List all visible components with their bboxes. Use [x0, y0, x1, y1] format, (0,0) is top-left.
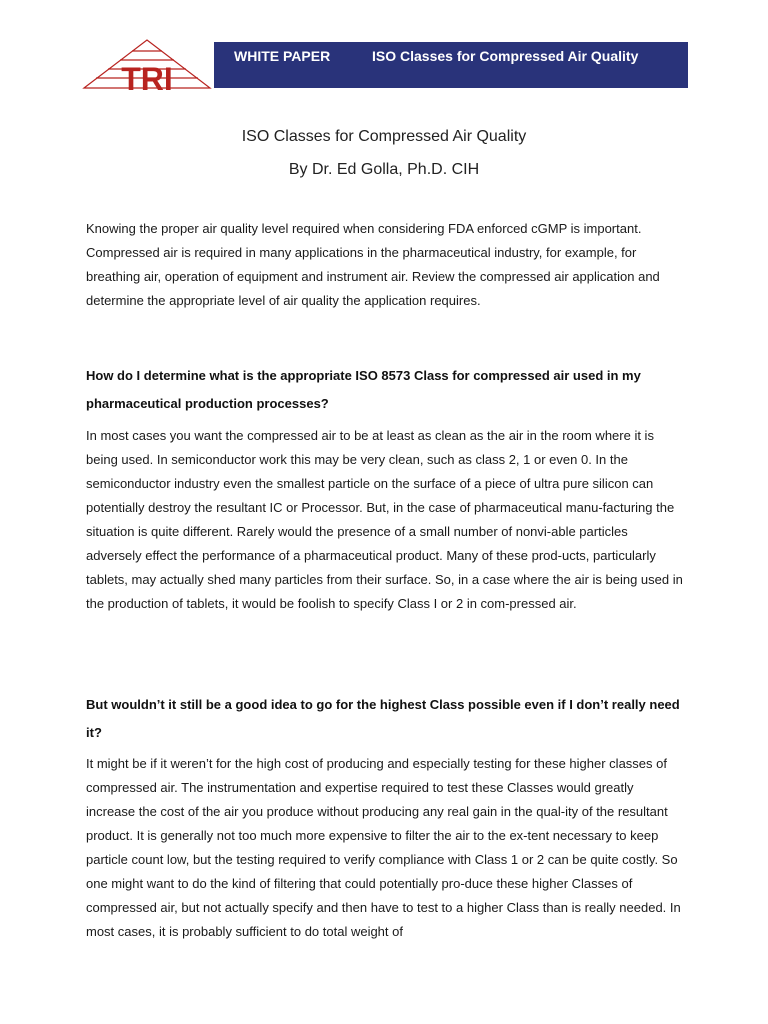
- answer-paragraph-2: It might be if it weren’t for the high cost of producing and especially testing for these higher classes of compressed air. The instrumentation and expertise required to test these Classes would greatly increase the cost of the air you produce without producing any real gain in the qual-ity of the resultant product. It is generally not too much more expensive to filter the air to the ex-tent necessary to keep particle count low, but the testing required to verify compliance with Class 1 or 2 can be quite costly. So one might want to do the kind of filtering that could potentially pro-duce these higher Classes of compressed air, but not actually specify and then have to test to a higher Class than is really needed. In most cases, it is probably sufficient to do total weight of: [86, 756, 681, 939]
- document-header: [82, 38, 688, 92]
- intro-paragraph: Knowing the proper air quality level required when considering FDA enforced cGMP is important. Compressed air is required in many applications in the pharmaceutical industry, for example, for breathing air, operation of equipment and instrument air. Review the compressed air application and determine the appropriate level of air quality the application requires.: [86, 221, 660, 308]
- tri-logo: [82, 38, 212, 92]
- tri-logo-icon: [82, 38, 212, 92]
- white-paper-label: WHITE PAPER: [234, 48, 331, 64]
- logo-wordmark: TRI: [121, 61, 173, 92]
- answer-paragraph-1: In most cases you want the compressed air to be at least as clean as the air in the room where it is being used. In semiconductor work this may be very clean, such as class 2, 1 or even 0. In the semiconductor industry even the smallest particle on the surface of a piece of ultra pure silicon can potentially destroy the resultant IC or Processor. But, in the case of pharmaceutical manu-facturing the situation is quite different. Rarely would the presence of a small number of nonvi-able particles adversely effect the performance of a pharmaceutical product. Many of these prod-ucts, particularly tablets, may actually shed many particles from their surface. So, in a case where the air is being used in the production of tablets, it would be foolish to specify Class I or 2 in com-pressed air.: [86, 428, 683, 611]
- document-author: By Dr. Ed Golla, Ph.D. CIH: [288, 161, 480, 178]
- header-band: [214, 42, 688, 88]
- question-heading-2: But wouldn’t it still be a good idea to go for the highest Class possible even if I don’t really need it?: [86, 697, 680, 740]
- document-title: ISO Classes for Compressed Air Quality: [241, 128, 527, 145]
- question-heading-1: How do I determine what is the appropriate ISO 8573 Class for compressed air used in my pharmaceutical production processes?: [86, 368, 641, 411]
- header-subject: ISO Classes for Compressed Air Quality: [372, 48, 639, 64]
